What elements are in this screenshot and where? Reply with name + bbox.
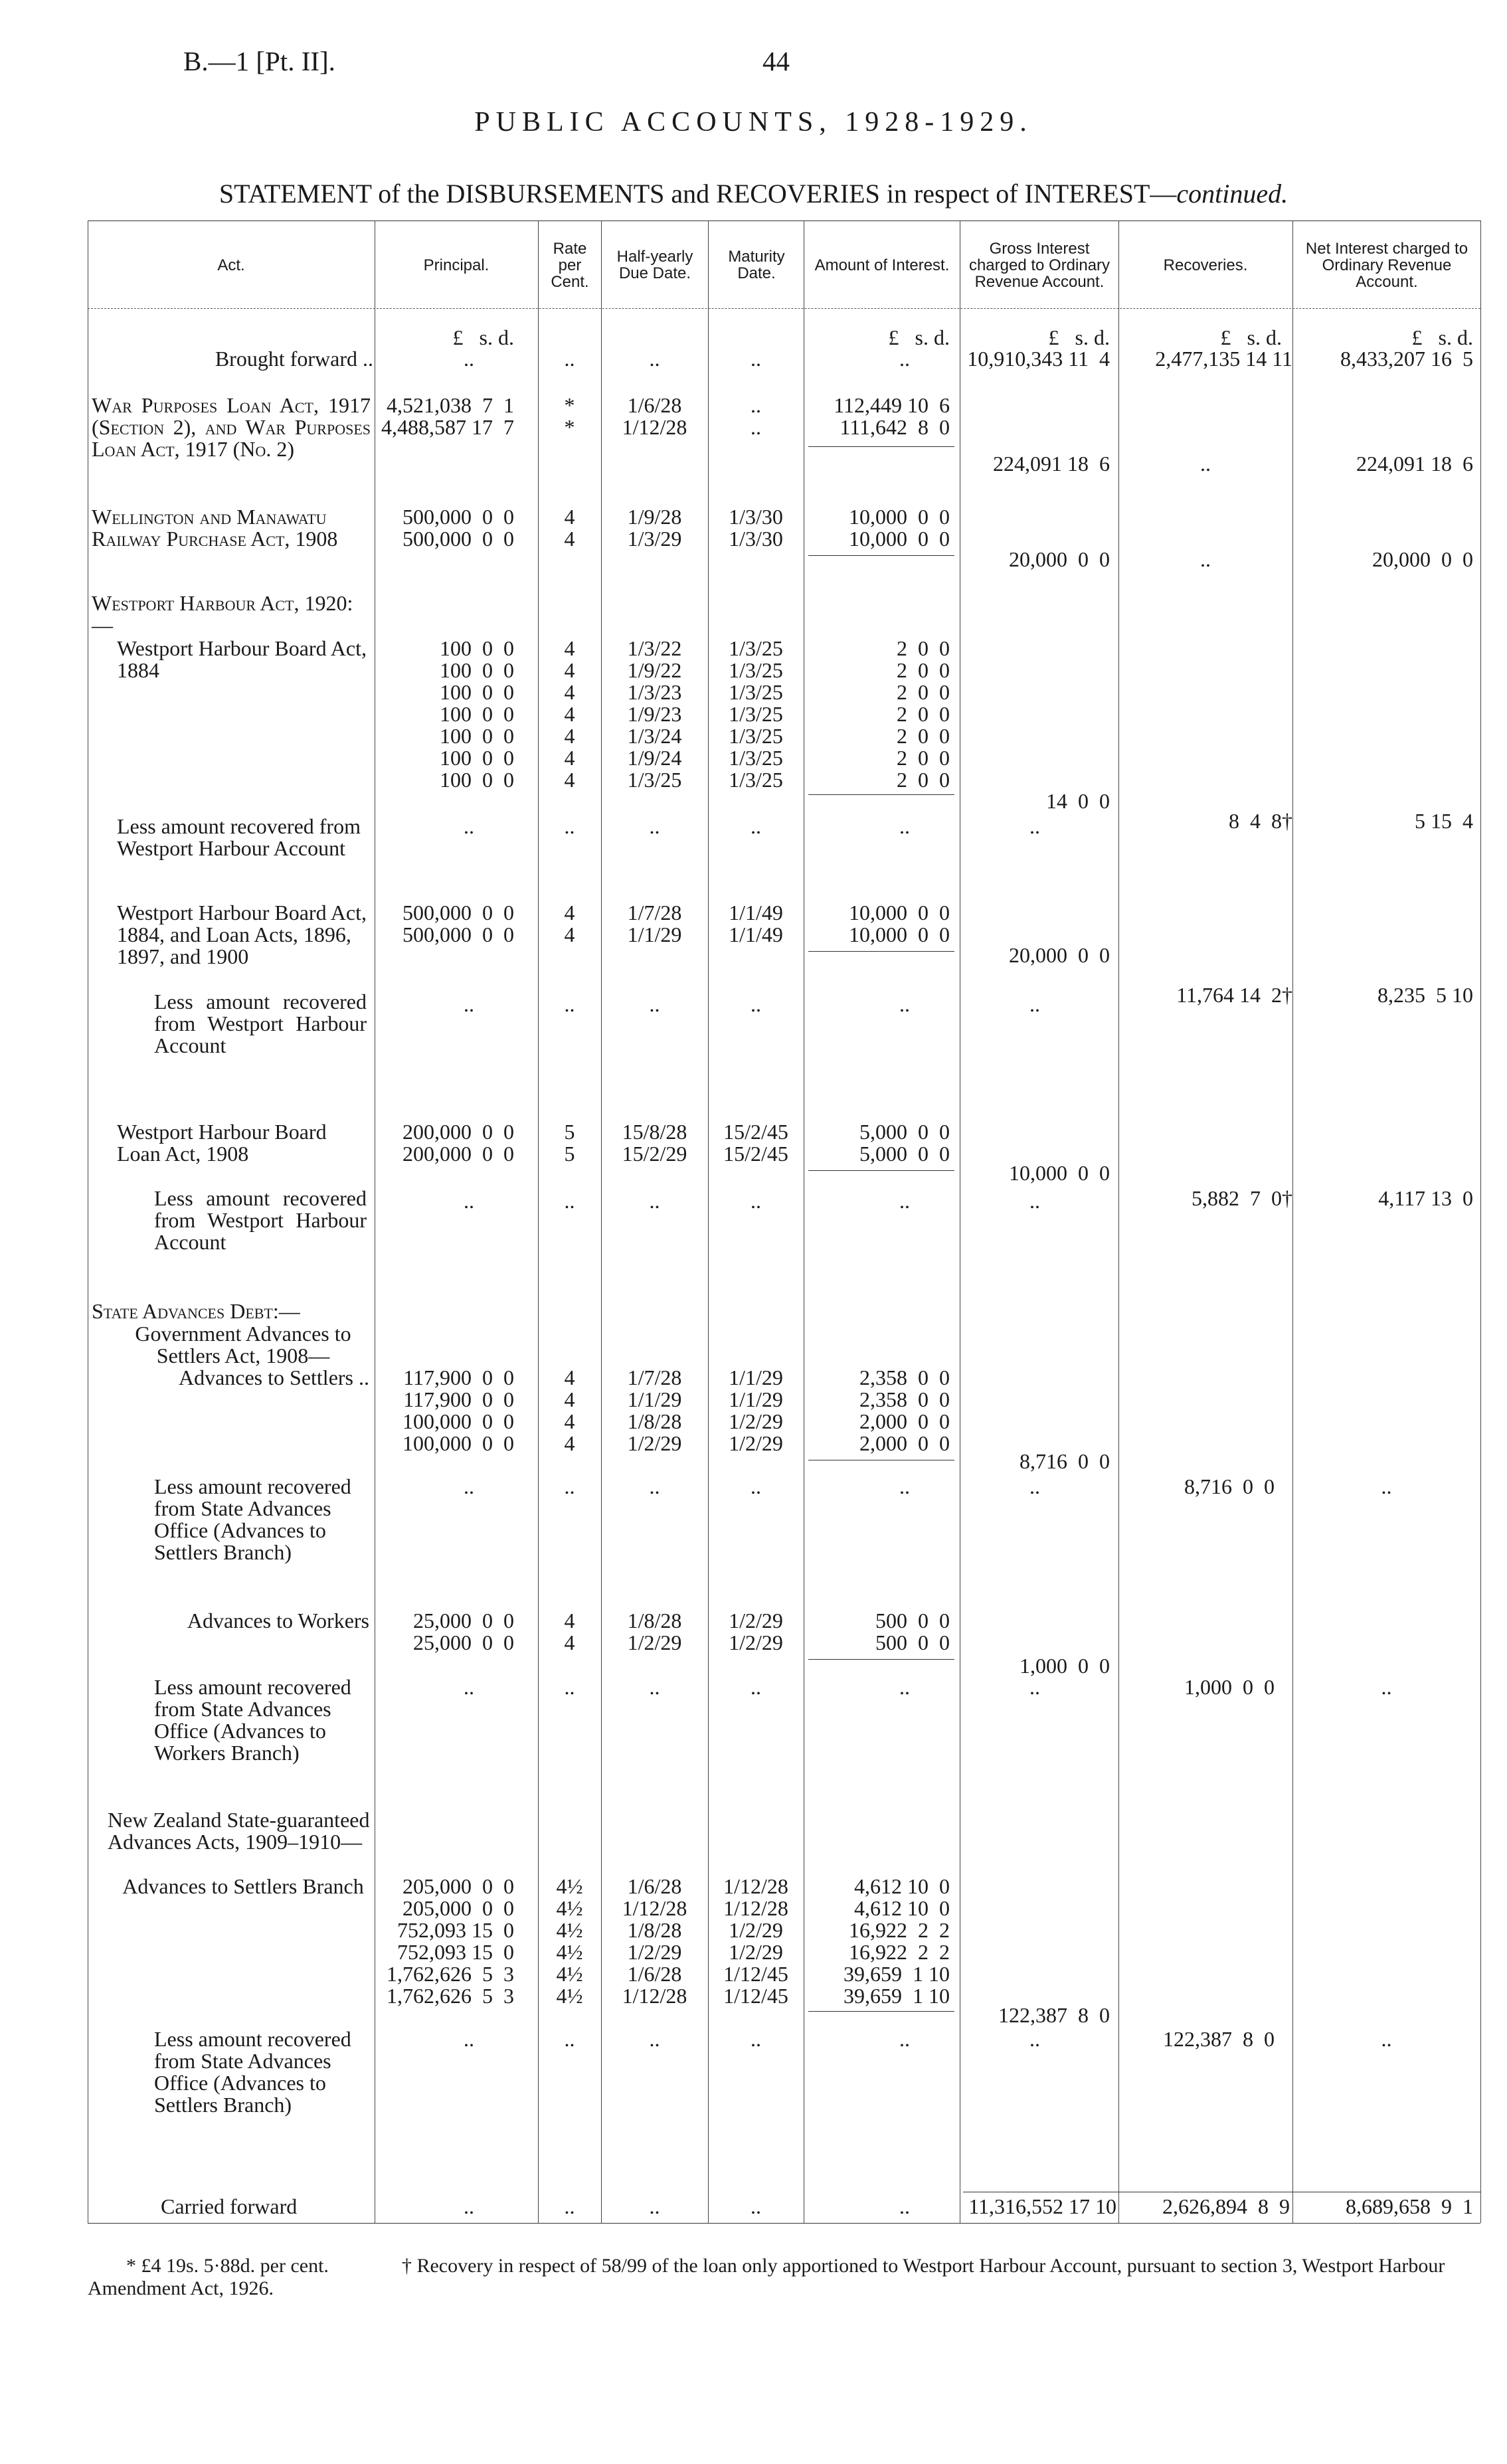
wellington-amount: 10,000 0 0 10,000 0 0 [849,505,950,551]
settlers-recoveries: 8,716 0 0 [1184,1474,1275,1498]
subtitle-continued: continued. [1176,179,1288,209]
carried-forward-gross: 11,316,552 17 10 [968,2194,1116,2218]
col-net-header: Net Interest charged to Ordinary Revenue Account. [1305,239,1468,291]
westport-loan-recoveries: 11,764 14 2† [1176,983,1292,1007]
gross-currency: £ s. d. [1048,325,1110,349]
dots: .. [1029,814,1040,838]
westport-loan-rate: 4 4 [564,901,575,946]
dots: .. [464,2194,474,2218]
dots: .. [1029,992,1040,1016]
column-rule [1480,220,1481,2223]
settlers-rate: 4 4 4 4 [564,1365,575,1455]
westport-1884-net: 5 15 4 [1415,809,1473,833]
dots: .. [564,347,575,371]
dots: .. [464,814,474,838]
footnote-star: * £4 19s. 5·88d. per cent. [126,2255,329,2277]
workers-recoveries: 1,000 0 0 [1184,1675,1275,1699]
settlers-gross: 8,716 0 0 [1019,1449,1110,1473]
westport-1884-recoveries: 8 4 8† [1229,809,1292,833]
dots: .. [649,1189,660,1213]
westport-1908-due: 15/8/28 15/2/29 [622,1120,687,1166]
wellington-principal: 500,000 0 0 500,000 0 0 [402,505,514,551]
settlers-maturity: 1/1/29 1/1/29 1/2/29 1/2/29 [729,1365,783,1455]
workers-rate: 4 4 [564,1609,575,1654]
settlers-principal: 117,900 0 0 117,900 0 0 100,000 0 0 100,000 0 0 [402,1365,514,1455]
workers-principal: 25,000 0 0 25,000 0 0 [413,1609,514,1654]
westport-1908-rate: 5 5 [564,1120,575,1166]
carried-forward-recoveries: 2,626,894 8 9 [1162,2194,1290,2218]
row-westport-loan-less: Less amount recovered from Westport Harbour Account [154,990,367,1057]
dots: .. [649,1675,660,1699]
westport-1884-amount: 2 0 0 2 0 0 2 0 0 2 0 0 2 0 0 2 0 0 2 0 0 [897,636,950,792]
dots: .. [899,2027,910,2051]
row-wellington-act: Wellington and Manawatu Railway Purchase Act, 1908 [92,505,338,551]
header-rule [88,308,1480,309]
row-carried-forward-label: Carried forward [161,2194,298,2218]
dots: .. [464,1474,474,1498]
dots: .. [751,1675,761,1699]
brought-forward-recoveries: 2,477,135 14 11 [1155,347,1292,371]
table-bottom-rule [88,2223,1480,2224]
westport-1908-recoveries: 5,882 7 0† [1192,1186,1292,1210]
westport-1908-amount: 5,000 0 0 5,000 0 0 [859,1120,950,1166]
subtotal-rule [808,1659,954,1660]
row-westport-1908-less: Less amount recovered from Westport Harbour Account [154,1186,367,1254]
col-gross-header: Gross Interest charged to Ordinary Revenue Account. [968,239,1110,291]
row-nz-less: Less amount recovered from State Advances Office (Advances to Settlers Branch) [154,2027,351,2117]
dots: .. [649,992,660,1016]
westport-1884-maturity: 1/3/25 1/3/25 1/3/25 1/3/25 1/3/25 1/3/25 1/3/25 [729,636,783,792]
wellington-rate: 4 4 [564,505,575,551]
subtotal-rule [808,2011,954,2012]
row-westport-1884-act: Westport Harbour Board Act, 1884 [117,636,367,682]
row-nz-act: Advances to Settlers Branch [122,1874,364,1898]
dots: .. [564,814,575,838]
dots: .. [1029,2027,1040,2051]
nz-recoveries: 122,387 8 0 [1163,2027,1275,2051]
dots: .. [899,2194,910,2218]
workers-due: 1/8/28 1/2/29 [627,1609,682,1654]
col-rate-header: Rate per Cent. [551,239,589,291]
westport-loan-amount: 10,000 0 0 10,000 0 0 [849,901,950,946]
war-maturity: .. .. [751,393,761,439]
war-rate: * * [564,393,575,439]
table-top-rule [88,220,1480,221]
dots: .. [751,1189,761,1213]
col-due-header: Half-yearly Due Date. [616,248,693,282]
col-maturity-header: Maturity Date. [728,248,785,282]
dots: .. [1029,1189,1040,1213]
subtotal-rule [808,555,954,556]
nz-due: 1/6/28 1/12/28 1/8/28 1/2/29 1/6/28 1/12/28 [622,1874,687,2008]
westport-1908-principal: 200,000 0 0 200,000 0 0 [402,1120,514,1166]
nz-principal: 205,000 0 0 205,000 0 0 752,093 15 0 752,093 15 0 1,762,626 5 3 1,762,626 5 3 [387,1874,514,2008]
westport-1908-gross: 10,000 0 0 [1009,1161,1110,1185]
wellington-maturity: 1/3/30 1/3/30 [729,505,783,551]
statement-subtitle [0,178,1507,209]
war-due: 1/6/28 1/12/28 [622,393,687,439]
nz-net: .. [1381,2027,1392,2051]
recoveries-currency: £ s. d. [1220,325,1282,349]
col-amount-header: Amount of Interest. [814,256,950,274]
dots: .. [751,2194,761,2218]
dots: .. [649,347,660,371]
westport-1908-maturity: 15/2/45 15/2/45 [723,1120,788,1166]
row-settlers-less: Less amount recovered from State Advances Office (Advances to Settlers Branch) [154,1474,351,1564]
dots: .. [751,2027,761,2051]
dots: .. [899,814,910,838]
dots: .. [899,347,910,371]
dots: .. [649,1474,660,1498]
dots: .. [1029,1675,1040,1699]
dots: .. [751,814,761,838]
dots: .. [464,1675,474,1699]
westport-loan-due: 1/7/28 1/1/29 [627,901,682,946]
subtotal-rule [808,951,954,952]
dots: .. [1029,1474,1040,1498]
subtotal-rule [808,1170,954,1171]
row-westport-heading: Westport Harbour Act, 1920:— [92,591,353,637]
dots: .. [899,1675,910,1699]
row-westport-1884-less: Less amount recovered from Westport Harbour Account [117,814,361,860]
dots: .. [899,1474,910,1498]
war-recoveries: .. [1200,452,1211,476]
dots: .. [464,347,474,371]
dots: .. [899,1189,910,1213]
carried-forward-net: 8,689,658 9 1 [1346,2194,1473,2218]
col-principal-header: Principal. [423,256,489,274]
nz-maturity: 1/12/28 1/12/28 1/2/29 1/2/29 1/12/45 1/12/45 [723,1874,788,2008]
dots: .. [464,992,474,1016]
dots: .. [899,992,910,1016]
column-rule [1118,220,1119,2223]
dots: .. [751,1474,761,1498]
row-westport-loan-act: Westport Harbour Board Act, 1884, and Loan Acts, 1896, 1897, and 1900 [117,901,367,968]
row-war-purposes-act: War Purposes Loan Act, 1917 (Section 2), and War Purposes Loan Act, 1917 (No. 2) [92,393,371,461]
principal-currency: £ s. d. [452,325,514,349]
wellington-due: 1/9/28 1/3/29 [627,505,682,551]
wellington-recoveries: .. [1200,547,1211,571]
page-number: 44 [762,46,790,76]
workers-net: .. [1381,1675,1392,1699]
amount-currency: £ s. d. [888,325,950,349]
dots: .. [649,2194,660,2218]
page-header-reference: B.—1 [Pt. II]. [183,46,335,76]
settlers-amount: 2,358 0 0 2,358 0 0 2,000 0 0 2,000 0 0 [859,1365,950,1455]
westport-1884-gross: 14 0 0 [1046,789,1110,813]
dots: .. [564,1189,575,1213]
westport-1884-due: 1/3/22 1/9/22 1/3/23 1/9/23 1/3/24 1/9/24 1/3/25 [627,636,682,792]
dots: .. [564,992,575,1016]
westport-1884-rate: 4 4 4 4 4 4 4 [564,636,575,792]
row-state-advances-heading: State Advances Debt:— [92,1299,300,1323]
subtotal-rule [808,794,954,795]
dots: .. [564,1675,575,1699]
war-principal: 4,521,038 7 1 4,488,587 17 7 [381,393,514,439]
footnotes [88,2255,1469,2300]
wellington-net: 20,000 0 0 [1372,547,1473,571]
brought-forward-net: 8,433,207 16 5 [1340,347,1473,371]
dots: .. [564,1474,575,1498]
dots: .. [751,992,761,1016]
dots: .. [464,1189,474,1213]
workers-gross: 1,000 0 0 [1019,1654,1110,1678]
dots: .. [564,2027,575,2051]
footnote-dagger: † Recovery in respect of 58/99 of the loan only apportioned to Westport Harbour Account, pursuant to section 3, Westport Harbour Amendment Act, 1926. [88,2255,1445,2299]
dots: .. [564,2194,575,2218]
war-amount: 112,449 10 6 111,642 8 0 [834,393,950,439]
nz-amount: 4,612 10 0 4,612 10 0 16,922 2 2 16,922 2 2 39,659 1 10 39,659 1 10 [843,1874,950,2008]
westport-loan-net: 8,235 5 10 [1377,983,1473,1007]
net-currency: £ s. d. [1411,325,1473,349]
row-state-advances-sub: Government Advances to Settlers Act, 1908— [135,1322,351,1367]
subtitle-text: STATEMENT of the DISBURSEMENTS and RECOVERIES in respect of INTEREST— [219,179,1177,209]
westport-loan-gross: 20,000 0 0 [1009,943,1110,967]
row-westport-1908-act: Westport Harbour Board Loan Act, 1908 [117,1120,327,1166]
settlers-due: 1/7/28 1/1/29 1/8/28 1/2/29 [627,1365,682,1455]
westport-1884-principal: 100 0 0 100 0 0 100 0 0 100 0 0 100 0 0 100 0 0 100 0 0 [440,636,514,792]
dots: .. [751,347,761,371]
nz-gross: 122,387 8 0 [998,2003,1110,2027]
war-gross: 224,091 18 6 [993,452,1110,476]
col-act-header: Act. [217,256,245,274]
row-settlers-act: Advances to Settlers .. [178,1365,369,1389]
westport-loan-principal: 500,000 0 0 500,000 0 0 [402,901,514,946]
wellington-gross: 20,000 0 0 [1009,547,1110,571]
row-workers-less: Less amount recovered from State Advances Office (Advances to Workers Branch) [154,1675,351,1765]
interest-table [88,220,1480,2223]
dots: .. [649,2027,660,2051]
war-net: 224,091 18 6 [1356,452,1473,476]
workers-maturity: 1/2/29 1/2/29 [729,1609,783,1654]
subtotal-rule [808,446,954,447]
westport-1908-net: 4,117 13 0 [1378,1186,1473,1210]
dots: .. [464,2027,474,2051]
row-brought-forward-label: Brought forward .. [215,347,373,371]
row-workers-act: Advances to Workers [187,1609,369,1632]
column-rule [1292,220,1293,2223]
settlers-net: .. [1381,1474,1392,1498]
nz-rate: 4½ 4½ 4½ 4½ 4½ 4½ [556,1874,583,2008]
workers-amount: 500 0 0 500 0 0 [875,1609,950,1654]
dots: .. [649,814,660,838]
row-nz-heading: New Zealand State-guaranteed Advances Acts, 1909–1910— [108,1808,370,1854]
col-recoveries-header: Recoveries. [1163,256,1248,274]
brought-forward-gross: 10,910,343 11 4 [967,347,1110,371]
page-title: PUBLIC ACCOUNTS, 1928-1929. [474,107,1033,137]
westport-loan-maturity: 1/1/49 1/1/49 [729,901,783,946]
